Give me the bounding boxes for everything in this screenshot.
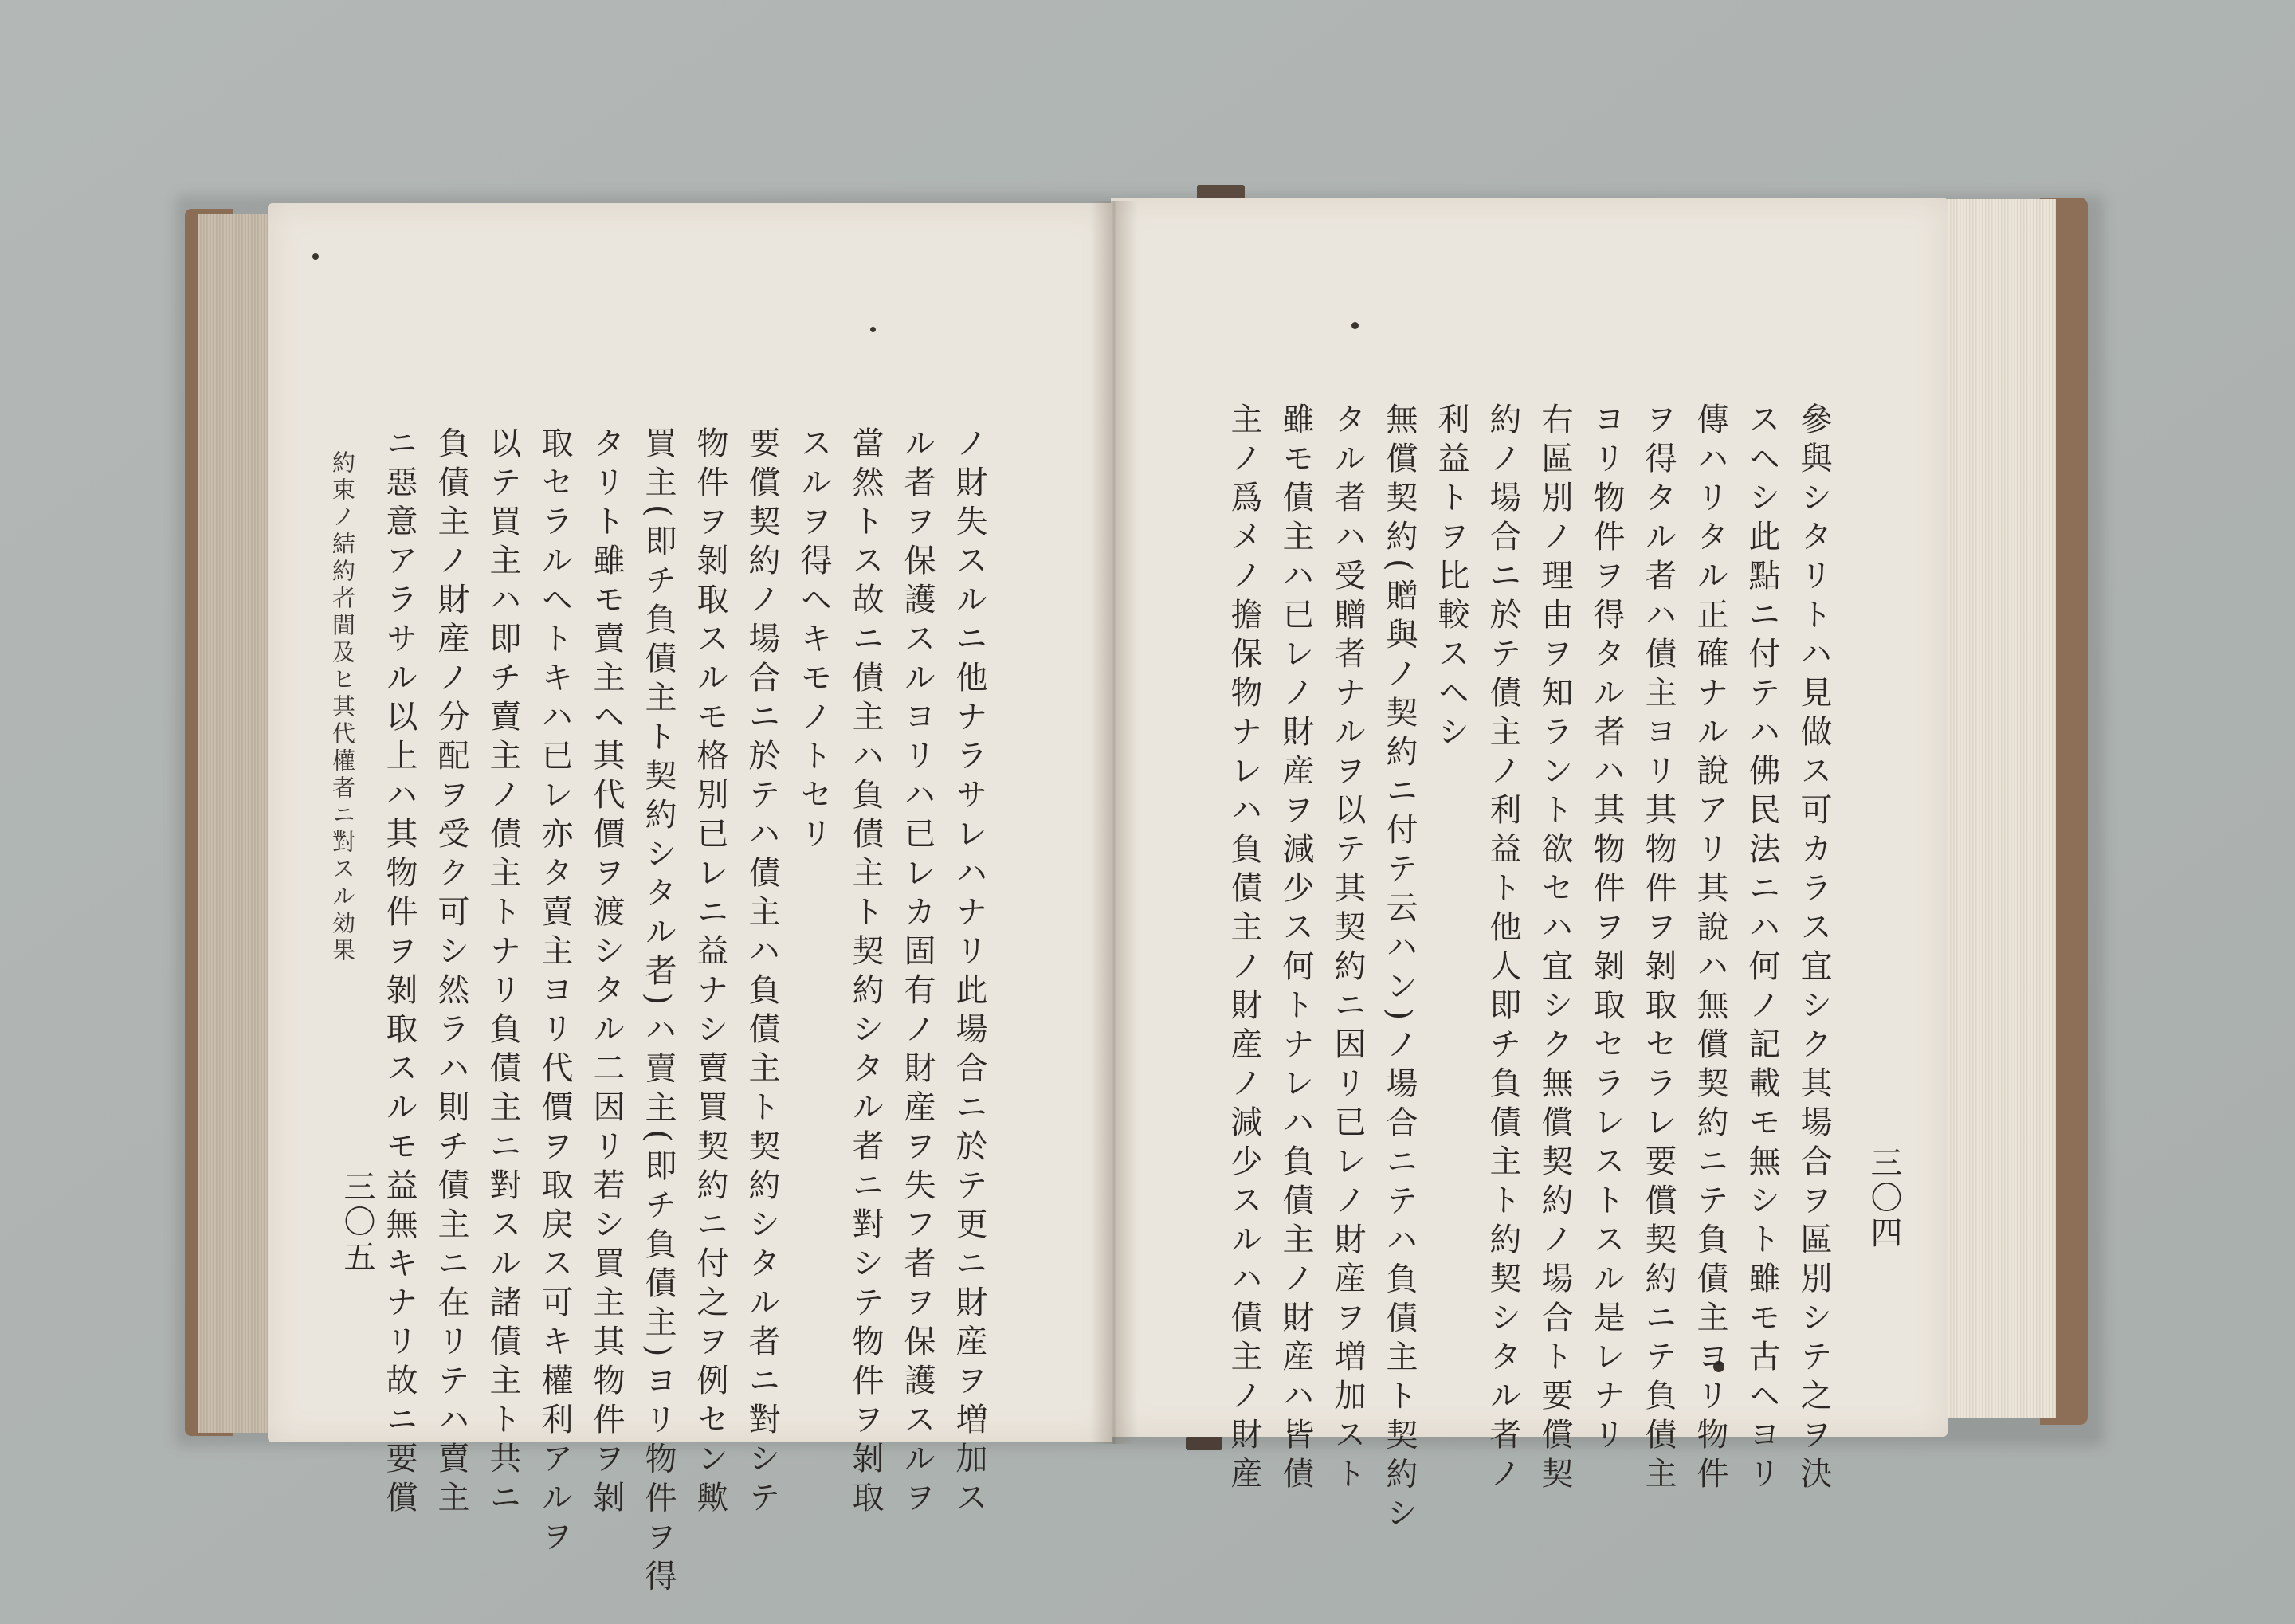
text-column: 參與シタリトハ見做ス可カラス宜シク其場合ヲ區別シテ之ヲ決 (1795, 402, 1832, 1496)
text-column: 傳ハリタル正確ナル說アリ其說ハ無償契約ニテ負債主ヨリ物件 (1692, 402, 1728, 1496)
page-number-left: 三〇五 (339, 1170, 375, 1275)
text-column: ノ財失スルニ他ナラサレハナリ此場合ニ於テ更ニ財産ヲ増加ス (951, 426, 987, 1520)
text-column: ル者ヲ保護スルヨリハ已レカ固有ノ財産ヲ失フ者ヲ保護スルヲ (899, 426, 936, 1520)
ink-speck (1352, 322, 1359, 329)
text-column: 主ノ爲メノ擔保物ナレハ負債主ノ財産ノ減少スルハ債主ノ財産 (1226, 402, 1262, 1496)
text-column: タリト雖モ賣主ヘ其代價ヲ渡シタル二因リ若シ買主其物件ヲ剝 (588, 426, 625, 1520)
text-column: 當然トス故ニ債主ハ負債主ト契約シタル者ニ對シテ物件ヲ剝取 (847, 426, 884, 1520)
text-column: 利益トヲ比較スヘシ (1433, 402, 1469, 754)
ink-speck (312, 253, 319, 260)
page-edges-right (1944, 199, 2056, 1418)
text-column: 要償契約ノ場合ニ於テハ債主ハ負債主ト契約シタル者ニ對シテ (743, 426, 780, 1520)
book-gutter (1090, 201, 1138, 1444)
text-column: 約ノ場合ニ於テ債主ノ利益ト他人即チ負債主ト約契シタル者ノ (1485, 402, 1521, 1496)
text-column: ヲ得タル者ハ債主ヨリ其物件ヲ剝取セラレ要償契約ニテ負債主 (1640, 402, 1677, 1496)
text-column: 雖モ債主ハ已レノ財産ヲ減少ス何トナレハ負債主ノ財産ハ皆債 (1277, 402, 1314, 1496)
text-column: ヨリ物件ヲ得タル者ハ其物件ヲ剝取セラレストスル是レナリ (1588, 402, 1625, 1457)
page-number-right: 三〇四 (1865, 1146, 1902, 1251)
bookmark-ribbon-end (1186, 1436, 1222, 1450)
text-column: 買主(即チ負債主ト契約シタル者)ハ賣主(即チ負債主)ヨリ物件ヲ得 (640, 426, 677, 1599)
text-column: 右區別ノ理由ヲ知ラント欲セハ宜シク無償契約ノ場合ト要償契 (1536, 402, 1573, 1496)
text-column: スヘシ此點ニ付テハ佛民法ニハ何ノ記載モ無シト雖モ古ヘヨリ (1744, 402, 1780, 1496)
text-column: ニ惡意アラサル以上ハ其物件ヲ剝取スルモ益無キナリ故ニ要償 (381, 426, 418, 1520)
text-column: タル者ハ受贈者ナルヲ以テ其契約ニ因リ已レノ財産ヲ増加スト (1329, 402, 1366, 1496)
text-column: 以テ買主ハ即チ賣主ノ債主トナリ負債主ニ對スル諸債主ト共ニ (484, 426, 521, 1520)
text-column: 物件ヲ剝取スルモ格別已レニ益ナシ賣買契約ニ付之ヲ例セン歟 (692, 426, 728, 1520)
text-column: 取セラルヘトキハ已レ亦タ賣主ヨリ代價ヲ取戻ス可キ權利アルヲ (536, 426, 573, 1559)
running-head: 約束ノ結約者間及ヒ其代權者ニ對スル効果 (329, 450, 356, 965)
text-column: スルヲ得ヘキモノトセリ (795, 426, 832, 856)
ink-speck (870, 327, 876, 332)
text-column: 無償契約(贈與ノ契約ニ付テ云ハン)ノ場合ニテハ負債主ト契約シ (1381, 402, 1418, 1536)
page-edges-left (198, 214, 269, 1433)
text-column: 負債主ノ財産ノ分配ヲ受ク可シ然ラハ則チ債主ニ在リテハ賣主 (433, 426, 469, 1520)
